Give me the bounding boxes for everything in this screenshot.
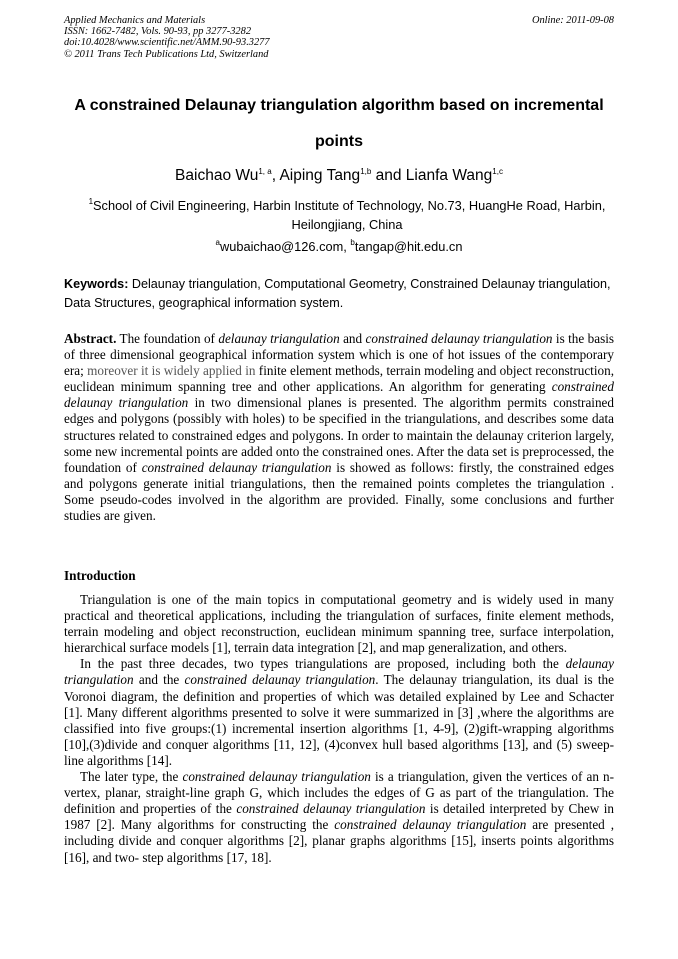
italic-term: constrained delaunay triangulation [365, 331, 553, 346]
paragraph [64, 656, 614, 769]
author-separator: and [371, 167, 406, 184]
emails [64, 239, 614, 254]
journal-header [64, 15, 270, 60]
text-run: moreover it is widely applied in [87, 363, 256, 379]
text-run: is the basis of three dimensional geographical information system which is one of hot issues of the contemporary era; [64, 331, 614, 379]
author-name: Lianfa Wang [405, 167, 493, 184]
author-sup: 1,c [492, 167, 503, 176]
author-name: Aiping Tang [279, 167, 361, 184]
italic-term: constrained delaunay triangulation [334, 817, 527, 833]
text-run: The later type, the [80, 769, 183, 785]
keywords [64, 275, 614, 313]
text-run: . The delaunay triangulation, its dual is the Voronoi diagram, the definition and properties of which was detailed explained by Lee and Schacter [1]. Many different algorithms presented to solve it were summarized in [3] ,where the algorithms are classified into five groups:(1) incremental insertion algorithms [1, 4-9], (2)gift-wrapping algorithms [10],(3)divide and conquer algorithms [11, 12], (4)convex hull based algorithms [13], and (5) sweep-line algorithms [14]. [64, 672, 614, 768]
italic-term: constrained delaunay triangulation [141, 459, 332, 475]
doi: doi:10.4028/www.scientific.net/AMM.90-93.3277 [64, 37, 270, 49]
italic-term: delaunay triangulation [218, 331, 340, 346]
affiliation [80, 196, 614, 234]
text-run: is a triangulation, given the vertices of an n-vertex, planar, straight-line graph G, which includes the edges of G as part of the triangulation. The definition and properties of the [64, 769, 615, 817]
email-sup: a [215, 238, 220, 247]
introduction-body [64, 592, 614, 866]
text-run: are presented , including divide and conquer algorithms [2], planar graphs algorithms [15], inserts points algorithms [16], and two- step algorithms [17, 18]. [64, 817, 614, 865]
paper-title: A constrained Delaunay triangulation algorithm based on incremental points [74, 97, 604, 150]
text-run: and the [133, 672, 185, 688]
italic-term: delaunay triangulation [64, 656, 614, 688]
bold-label: Abstract. [64, 331, 117, 346]
italic-term: constrained delaunay triangulation [184, 672, 376, 688]
italic-term: constrained delaunay triangulation [182, 769, 371, 785]
abstract-paragraph [64, 331, 614, 524]
authors [64, 167, 614, 185]
keywords-text: Delaunay triangulation, Computational Geometry, Constrained Delaunay triangulation, Data Structures, geographical information system. [64, 277, 611, 310]
text-run: is detailed interpreted by Chew in 1987 [2]. Many algorithms for constructing the [64, 801, 614, 833]
affiliation-sup: 1 [88, 197, 94, 206]
email-sup: b [350, 238, 355, 247]
paragraph [64, 592, 614, 656]
author-sup: 1,b [360, 167, 372, 176]
journal-name: Applied Mechanics and Materials [64, 15, 206, 26]
text-run: In the past three decades, two types triangulations are proposed, including both the [80, 656, 566, 672]
text-run: in two dimensional planes is presented. The algorithm permits constrained edges and polygons (possibly with holes) to be specified in the triangulations, and describes some data structures related to constrained edges and polygons. In order to maintain the delaunay criterion largely, some new incremental points are added onto the constrained ones. After the data set is preprocessed, the foundation of [64, 395, 615, 475]
email[interactable]: tangap@hit.edu.cn [354, 239, 463, 254]
keywords-label: Keywords: [64, 277, 129, 291]
author-name: Baichao Wu [175, 167, 259, 184]
issn: ISSN: 1662-7482, Vols. 90-93, pp 3277-3282 [64, 26, 252, 38]
text-run: is showed as follows: firstly, the constrained edges and polygons generate initial triangulations, then the remained points completes the triangulation . Some pseudo-codes involved in the algorithm are provided. Finally, some conclusions and further studies are given. [64, 459, 614, 524]
italic-term: constrained delaunay triangulation [236, 801, 426, 817]
online-date: Online: 2011-09-08 [531, 15, 614, 26]
affiliation-text: School of Civil Engineering, Harbin Institute of Technology, No.73, HuangHe Road, Harbin, Heilongjiang, China [93, 198, 606, 232]
author-separator: , [271, 167, 280, 184]
text-run: and [339, 331, 366, 346]
paragraph [64, 769, 614, 866]
text-run: finite element methods, terrain modeling and object reconstruction, euclidean minimum spanning tree and other applications. An algorithm for generating [64, 363, 614, 395]
section-heading: Introduction [64, 568, 136, 583]
email[interactable]: wubaichao@126.com, [220, 239, 351, 254]
author-sup: 1, a [258, 167, 272, 176]
copyright: © 2011 Trans Tech Publications Ltd, Switzerland [64, 48, 269, 60]
text-run: The foundation of [116, 331, 219, 346]
abstract [64, 331, 614, 524]
text-run: Triangulation is one of the main topics in computational geometry and is widely used in many practical and theoretical applications, including the triangulation of surfaces, finite element methods, terrain modeling and object reconstruction, euclidean minimum spanning tree, surface interpolation, hierarchical surface models [1], terrain data integration [2], and map generalization, and others. [64, 592, 614, 656]
italic-term: constrained delaunay triangulation [64, 379, 614, 411]
